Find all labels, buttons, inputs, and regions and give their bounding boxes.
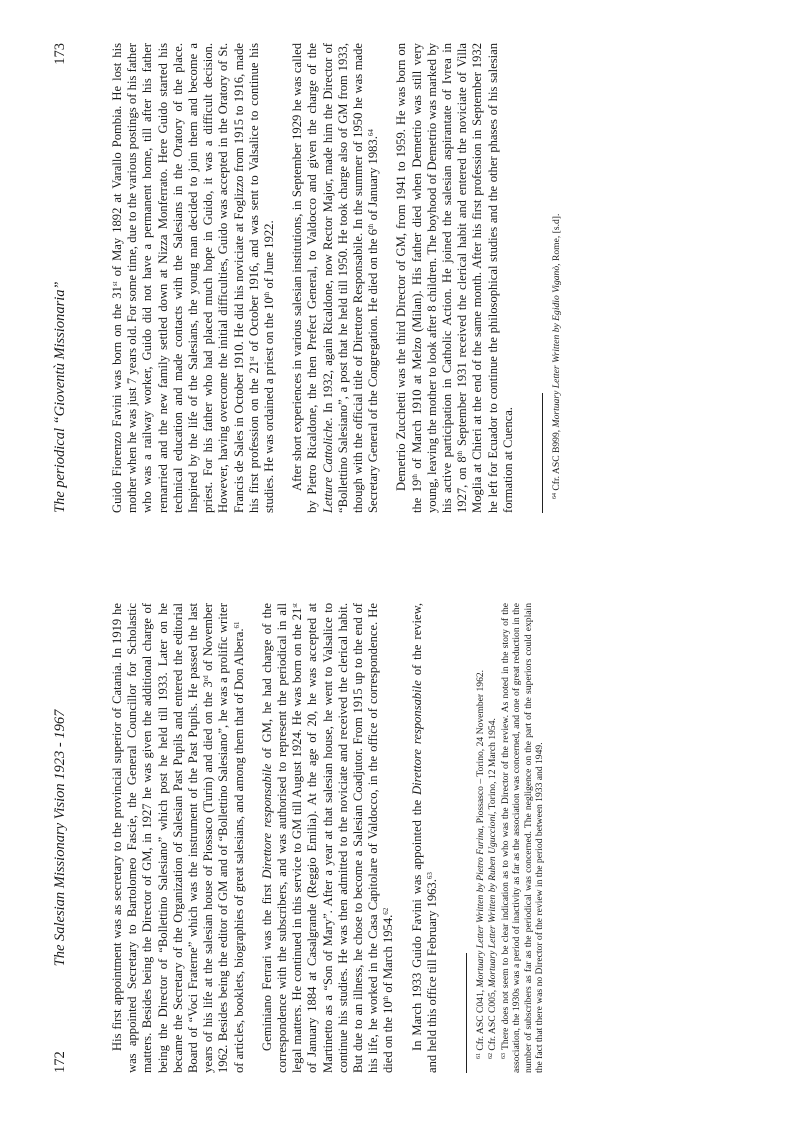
text-run: In 1932, again Ricaldone, now Rector Major, made him the Director of “Bollettino Salesiano”, a post that he held till 1950. He took charge also of GM from 1933, though with the official title of Direttore Responsabile. In the summer of 1950 he was made Secretary General of the Congregation. He died on the 6 xyxy=(320,43,381,513)
text-run: of the review, and held this office till February 1963. xyxy=(409,603,439,1073)
text-run: Geminiano Ferrari was the first xyxy=(259,878,274,1051)
paragraph xyxy=(290,43,381,513)
footnote-ref: st xyxy=(111,281,119,287)
text-run: of May 1892 at Varallo Pombia. He lost his mother when he was just 7 years old. For some time, due to the various postings of his father who was a railway worker, Guido did not have a permanent home, till after his father remarried and the new family settled down at Nizza Monferrato. Here Guido started his technical education and made contacts with the Salesians in the Oratory of the place. Inspired by the life of the Salesians, the young man decided to join them and become a priest. For his father who had placed much hope in Guido, it was a difficult decision. However, having overcome the initial difficulties, Guido was accepted in the Oratory of St. Francis de Sales in October 1910. He did his noviciate at Foglizzo from 1915 to 1916, made his first profession on the 21 xyxy=(110,43,261,513)
text-run: Cfr. ASC B999, xyxy=(551,427,563,493)
footnote-ref: th xyxy=(382,995,391,1002)
text-run: In March 1933 Guido Favini was appointed the xyxy=(409,794,424,1051)
text-run: Demetrio Zucchetti was the third Director of GM, from 1941 to 1959. He was born on the 19 xyxy=(394,43,424,513)
right-running-head xyxy=(52,43,76,513)
footnote xyxy=(551,43,562,513)
text-run: Cfr. ASC C005, xyxy=(487,987,499,1053)
italic-text: Direttore responsabile xyxy=(409,680,424,795)
text-run: Torino, 12 March 1954. xyxy=(487,718,499,812)
paragraph xyxy=(110,603,247,1073)
footnote-ref: 63 xyxy=(500,1053,507,1059)
right-body-text xyxy=(110,43,516,513)
footnote-ref: th xyxy=(410,474,419,480)
footnote-ref: st xyxy=(247,356,256,361)
left-footnotes xyxy=(475,603,545,1073)
text-run: Guido Fiorenzo Favini was born on the 31 xyxy=(110,286,124,513)
footnote-ref: th xyxy=(367,223,376,230)
text-run: His first appointment was as secretary to the provincial superior of Catania. In 1919 he was appointed Secretary to Bartolomeo Fascie, the General Councillor for Scholastic matters. Besides being the Director of GM, in 1927 he was given the additional charge of being the Director of “Bollettino Salesiano” which post he held till 1933. Later on he became the Secretary of the Organization of Salesian Past Pupils and entered the editorial Board of “Voci Fraterne” which was the instrument of the Past Pupils. He passed the last years of his life at the salesian house of Piossaco (Turin) and died on the 3 xyxy=(110,603,216,1073)
text-run: Piossasco – Torino, 24 November 1962. xyxy=(475,669,487,826)
right-footnotes xyxy=(551,43,562,513)
left-body-text xyxy=(110,603,440,1073)
text-run: of GM, he had charge of the correspondence with the subscribers, and was authorised to represent the periodical in all legal matters. He continued in this service to GM till August 1924. He was born on the 21 xyxy=(259,603,305,1073)
footnote-ref: 62 xyxy=(382,907,391,915)
footnote-rule xyxy=(466,953,467,1073)
left-running-head xyxy=(52,603,76,1073)
footnote-ref: 63 xyxy=(425,872,434,880)
footnote-ref: 62 xyxy=(488,1053,495,1059)
text-run: There does not seem to be clear indication as to who was the Director of the review. As noted in the story of the association, the 1930s was a period of inactivity as far as the association was concerned, and one of great reduction in the number of subscribers as far as the periodical was concerned. The negligence on the part of the superiors could explain the fact that there was no Director of the review in the period between 1933 and 1949. xyxy=(499,603,546,1073)
text-run: of November 1962. Besides being the editor of GM and of “Bollettino Salesiano”, he was a prolific writer of articles, booklets, biographies of great salesians, and among them that of Don Albera. xyxy=(201,603,246,1073)
footnote-ref: st xyxy=(291,603,300,608)
text-run: of March 1910 at Melzo (Milan). His father died when Demetrio was still very young, leaving the mother to look after 8 children. The boyhood of Demetrio was marked by his active participation in Catholic Action. He joined the salesian aspirantate of Ivrea in 1927, on 8 xyxy=(409,43,470,513)
footnote-ref: 61 xyxy=(232,621,241,629)
paragraph xyxy=(260,603,397,1073)
footnote xyxy=(475,603,486,1073)
footnote-ref: 64 xyxy=(552,493,559,499)
text-run: September 1931 received the clerical habit and entered the noviciate of Villa Moglia at Chieri at the end of the same month. After his first profession in September 1932 he left for Ecuador to continue the philosophical studies and the other phases of his salesian formation at Cuenca. xyxy=(455,43,515,513)
italic-text: Mortuary Letter Written by Ruben Uguccioni, xyxy=(487,811,499,988)
right-page xyxy=(52,43,563,513)
right-running-title: The periodical “Gioventù Missionaria” xyxy=(52,281,68,513)
text-run: of January 1884 at Casalgrande (Reggio Emilia). At the age of 20, he was accepted at Martinetto as a “Son of Mary”. After a year at that salesian house, he went to Valsalice to continue his studies. He was then admitted to the noviciate and received the clerical habit. But due to an illness, he chose to become a Salesian Coadjutor. From 1915 up to the end of his life, he worked in the Casa Capitolare of Valdocco, in the office of correspondence. He died on the 10 xyxy=(305,603,396,1073)
footnote-ref: th xyxy=(263,291,272,298)
footnote-ref: 61 xyxy=(476,1053,483,1059)
paragraph xyxy=(110,43,277,513)
left-page xyxy=(52,603,547,1073)
text-run: of October 1916, and was sent to Valsalice to continue his studies. He was ordained a priest on the 10 xyxy=(246,43,277,513)
footnote-ref: rd xyxy=(202,675,211,682)
text-run: of January 1983. xyxy=(366,136,381,224)
text-run: of March 1954. xyxy=(381,914,396,996)
left-running-title: The Salesian Missionary Vision 1923 - 1967 xyxy=(52,709,68,967)
footnote-ref: th xyxy=(456,450,465,457)
text-run: Rome, [s.d]. xyxy=(551,213,563,264)
footnote-rule xyxy=(542,393,543,513)
italic-text: Letture Cattoliche. xyxy=(320,417,335,513)
footnote xyxy=(500,603,546,1073)
italic-text: Mortuary Letter Written by Egidio Viganò, xyxy=(551,263,563,428)
text-run: After short experiences in various salesian institutions, in September 1929 he was called by Pietro Ricaldone, the then Prefect General, to Valdocco and given the charge of the xyxy=(290,43,320,513)
right-page-number: 173 xyxy=(52,43,68,65)
paragraph xyxy=(394,43,516,513)
footnote-ref: 64 xyxy=(367,129,376,137)
text-run: of June 1922. xyxy=(262,220,277,292)
paragraph xyxy=(410,603,440,1073)
footnote xyxy=(487,603,498,1073)
text-run: Cfr. ASC C041, xyxy=(475,987,487,1053)
italic-text: Direttore responsabile xyxy=(259,763,274,879)
italic-text: Mortuary Letter Written by Pietro Furina, xyxy=(475,825,487,988)
left-page-number: 172 xyxy=(52,1051,68,1073)
